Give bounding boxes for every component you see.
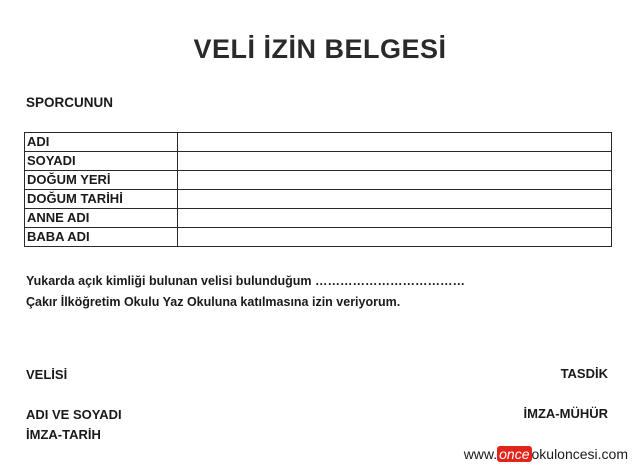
field-label-birthdate: DOĞUM TARİHİ [25,190,178,209]
section-label: SPORCUNUN [26,95,114,110]
field-value-birthplace [178,171,612,190]
parent-name-label: ADI VE SOYADI [26,407,122,422]
parent-heading: VELİSİ [26,367,68,382]
watermark-prefix: www. [463,446,498,462]
approval-heading: TASDİK [560,366,608,381]
table-row [25,228,612,247]
watermark-brand: once [499,446,530,462]
field-value-first-name [178,133,612,152]
watermark-suffix: okuloncesi.com [531,446,628,462]
athlete-info-table [24,132,612,247]
signature-stamp-label: İMZA-MÜHÜR [523,406,608,421]
table-row [25,190,612,209]
table-row [25,133,612,152]
table-row [25,209,612,228]
consent-line-1: Yukarda açık kimliği bulunan velisi bulunduğum ……………………………… [26,274,465,288]
table-row [25,171,612,190]
field-value-father-name [178,228,612,247]
document-title: VELİ İZİN BELGESİ [193,34,447,64]
field-label-birthplace: DOĞUM YERİ [25,171,178,190]
consent-paragraph [26,271,465,313]
parent-signature-date-label: İMZA-TARİH [26,427,101,442]
field-value-birthdate [178,190,612,209]
field-value-surname [178,152,612,171]
field-label-first-name: ADI [25,133,178,152]
site-watermark [464,446,628,462]
field-label-mother-name: ANNE ADI [25,209,178,228]
table-row [25,152,612,171]
consent-line-2: Çakır İlköğretim Okulu Yaz Okuluna katılmasına izin veriyorum. [26,295,401,309]
field-label-surname: SOYADI [25,152,178,171]
field-label-father-name: BABA ADI [25,228,178,247]
field-value-mother-name [178,209,612,228]
